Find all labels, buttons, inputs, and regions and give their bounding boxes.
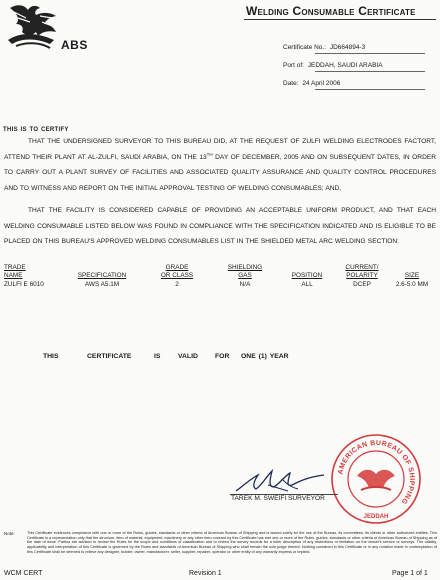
- seal-ring-text: AMERICAN BUREAU OF SHIPPING: [337, 439, 416, 506]
- validity-statement: THIS CERTIFICATE IS VALID FOR ONE (1) YEAR: [43, 353, 289, 360]
- cell-specification: AWS A5.1M: [84, 281, 120, 288]
- cell-shielding-gas: N/A: [239, 281, 251, 288]
- port-label: Port of:: [283, 62, 304, 69]
- col-trade-name: TRADE NAME: [4, 264, 26, 279]
- org-abbreviation: ABS: [61, 38, 88, 52]
- certificate-number-label: Certificate No.:: [283, 44, 326, 51]
- certificate-number-value: JD664894-3: [329, 44, 366, 51]
- seal-city: JEDDAH: [363, 514, 389, 520]
- cell-position: ALL: [301, 281, 313, 288]
- title-rule: [244, 19, 436, 20]
- footer-form-id: WCM CERT: [4, 570, 43, 577]
- footer-revision: Revision 1: [189, 570, 222, 577]
- col-specification: SPECIFICATION: [77, 271, 127, 279]
- port-value: JEDDAH, SAUDI ARABIA: [307, 62, 383, 69]
- note-text: This Certificate evidences compliance with one or more of the Rules, guides, standards or other criteria of American Bureau of Shipping and is issued solely for the use of the Bureau, its committees, its clients or other authorized entities. This Certificate is a representation only that the structure, item of material, equipment, machinery or any other item covered by this Certificate has met one or more of the Rules, guides, standards or other criteria of American Bureau of Shipping as of the date of issue. Parties are advised to review the Rules for the scope and conditions of classification and to review the survey records for a fuller description of any restrictions or limitation on the vessel's service or surveys. The validity, applicability and interpretation of this Certificate is governed by the Rules and standards of American Bureau of Shipping who shall remain the sole judge thereof. Nothing contained in this Certificate or in any notation made in contemplation of this Certificate shall be deemed to relieve any designer, builder, owner, manufacturer, seller, supplier, repairer, operator or other entity of any warranty express or implied.: [27, 531, 437, 554]
- cell-trade-name: ZULFI E 6010: [4, 281, 44, 288]
- date-row: [283, 80, 340, 87]
- surveyor-signature-icon: [228, 465, 348, 497]
- certificate-number-row: [283, 44, 365, 51]
- surveyor-name: TAREK M. SWEIFI SURVEYOR: [231, 495, 325, 502]
- col-size: SIZE: [404, 271, 420, 279]
- consumables-table: [4, 262, 436, 289]
- port-row: [283, 62, 383, 69]
- cell-size: 2.6-5.0 MM: [395, 281, 429, 288]
- paragraph-facility: THAT THE FACILITY IS CONSIDERED CAPABLE OF PROVIDING AN ACCEPTABLE UNIFORM PRODUCT, AND THAT EACH WELDING CONSUMABLE LISTED BELOW WAS FOUND IN COMPLIANCE WITH THE SPECIFICATION INDICATED AND IS ELIGIBLE TO BE PLACED ON THIS BUREAU'S APPROVED WELDING CONSUMABLES LIST IN THE SHIELDED METAL ARC WELDING SECTION:: [4, 207, 436, 245]
- cell-grade: 2: [175, 281, 179, 288]
- col-current-polarity: CURRENT/ POLARITY: [345, 264, 379, 279]
- note-label: Note:: [4, 531, 15, 536]
- cell-current-polarity: DCEP: [353, 281, 371, 288]
- table-header-row: [4, 262, 436, 279]
- col-shielding-gas: SHIELDING GAS: [227, 264, 263, 279]
- col-grade: GRADE OR CLASS: [160, 264, 194, 279]
- date-label: Date:: [283, 80, 299, 87]
- table-row: [4, 279, 436, 289]
- abs-eagle-logo-icon: [6, 2, 62, 56]
- document-title: Welding Consumable Certificate: [246, 4, 416, 18]
- paragraph-survey: THAT THE UNDERSIGNED SURVEYOR TO THIS BUREAU DID, AT THE REQUEST OF ZULFI WELDING ELECTRODES FACTORT, ATTEND THEIR PLANT AT AL-ZULFI, SAUDI ARABIA, ON THE 13TH DAY OF DECEMBER, 2005 AND ON SUBSEQUENT DATES, IN ORDER TO CARRY OUT A PLANT SURVEY OF FACILITIES AND ASSOCIATED QUALITY ASSURANCE AND QUALITY CONTROL PROCEDURES AND TO WITNESS AND REPORT ON THE INITIAL APPROVAL TESTING OF WELDING CONSUMABLES; AND,: [4, 138, 436, 192]
- footer-page-number: Page 1 of 1: [392, 570, 428, 577]
- col-position: POSITION: [291, 271, 323, 279]
- date-value: 24 April 2006: [302, 80, 341, 87]
- certify-heading: this is to certify: [3, 123, 69, 133]
